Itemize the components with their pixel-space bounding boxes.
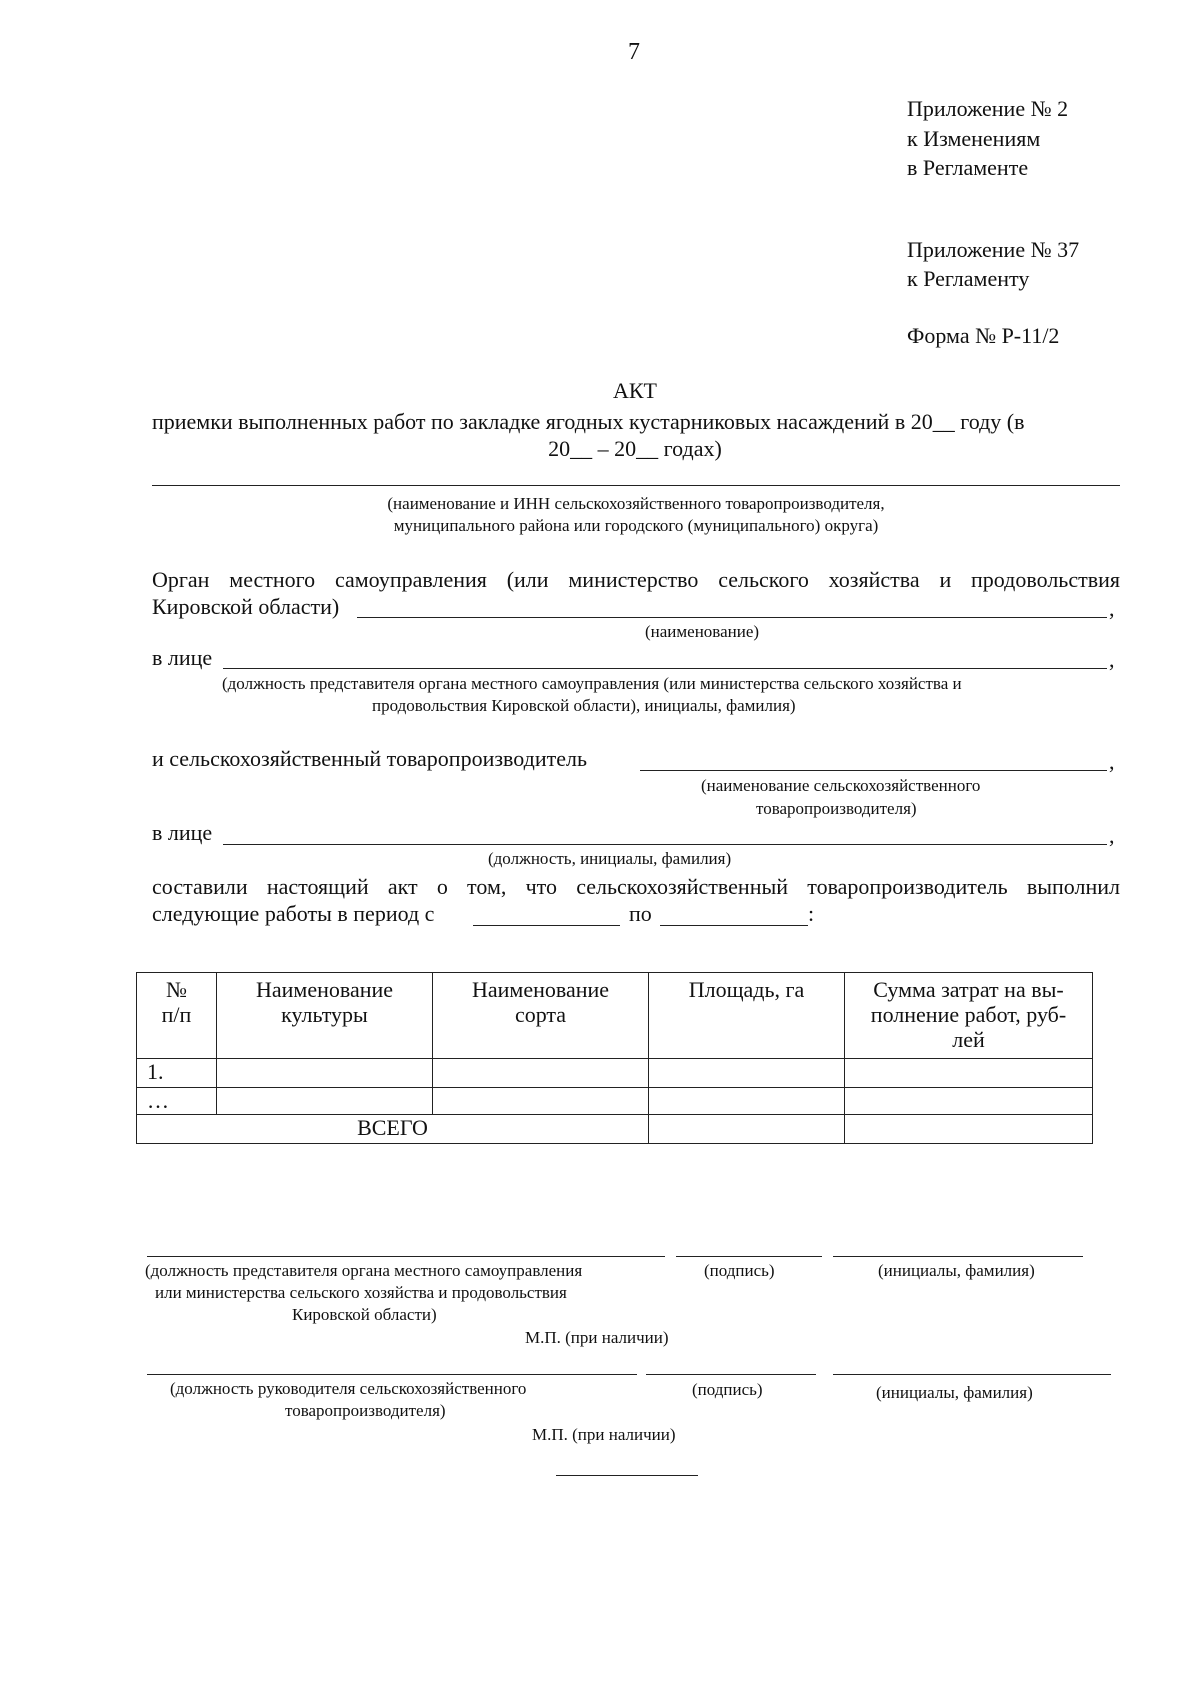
sig1-stamp: М.П. (при наличии)	[525, 1328, 669, 1347]
sig2-name-caption: (инициалы, фамилия)	[876, 1383, 1033, 1402]
appendix-2-line-2: к Изменениям	[907, 126, 1041, 151]
table-cell: …	[137, 1088, 217, 1115]
act-subtitle-line-2: 20__ – 20__ годах)	[548, 436, 722, 461]
authority-name-underline	[357, 617, 1107, 618]
header-variety: Наименование сорта	[433, 973, 649, 1059]
producer-label: и сельскохозяйственный товаропроизводитель	[152, 746, 588, 771]
table-row	[137, 1059, 1093, 1088]
header-cost: Сумма затрат на вы- полнение работ, руб- лей	[845, 973, 1093, 1059]
table-cell	[649, 1088, 845, 1115]
act-heading: АКТ	[613, 378, 657, 403]
page-number: 7	[628, 39, 640, 65]
appendix-2-line-3: в Регламенте	[907, 155, 1029, 180]
authority-name-caption: (наименование)	[645, 622, 760, 641]
table-cell	[845, 1088, 1093, 1115]
sig1-position-caption-line-1: (должность представителя органа местного самоуправления	[145, 1261, 583, 1280]
authority-line-2: Кировской области)	[152, 594, 340, 619]
statement-line-2-mid: по	[629, 901, 652, 926]
table-cell	[433, 1059, 649, 1088]
producer-caption-line-2: товаропроизводителя)	[756, 799, 917, 818]
sig2-name-underline	[833, 1374, 1111, 1375]
producer-rep-underline	[223, 844, 1107, 845]
appendix-37-line-2: к Регламенту	[907, 266, 1030, 291]
statement-line-2-start: следующие работы в период с	[152, 901, 435, 926]
table-cell	[845, 1115, 1093, 1144]
producer-comma: ,	[1109, 749, 1115, 774]
authority-rep-comma: ,	[1109, 647, 1115, 672]
header-culture: Наименование культуры	[217, 973, 433, 1059]
act-subtitle-line-1: приемки выполненных работ по закладке ягодных кустарниковых насаждений в 20__ году (в	[152, 409, 1025, 434]
header-number: № п/п	[137, 973, 217, 1059]
table-header-row	[137, 973, 1093, 1059]
sig2-position-underline	[147, 1374, 637, 1375]
table-cell	[217, 1088, 433, 1115]
sig1-name-caption: (инициалы, фамилия)	[878, 1261, 1035, 1280]
sig1-name-underline	[833, 1256, 1083, 1257]
table-total-row	[137, 1115, 1093, 1144]
authority-rep-label: в лице	[152, 645, 213, 670]
sig2-position-caption-line-1: (должность руководителя сельскохозяйственного	[170, 1379, 527, 1398]
producer-caption-line-1: (наименование и ИНН сельскохозяйственного товаропроизводителя,	[387, 494, 885, 513]
appendix-2-line-1: Приложение № 2	[907, 96, 1069, 121]
form-number: Форма № Р-11/2	[907, 323, 1060, 348]
authority-rep-caption-line-2: продовольствия Кировской области), инициалы, фамилия)	[372, 696, 796, 715]
authority-rep-underline	[223, 668, 1107, 669]
period-start-underline	[473, 925, 620, 926]
statement-line-2-end: :	[808, 901, 815, 926]
table-cell	[433, 1088, 649, 1115]
closing-separator	[556, 1475, 698, 1476]
period-end-underline	[660, 925, 808, 926]
sig1-signature-underline	[676, 1256, 822, 1257]
table-cell	[649, 1115, 845, 1144]
header-area: Площадь, га	[649, 973, 845, 1059]
table-cell	[649, 1059, 845, 1088]
producer-name-underline	[152, 485, 1120, 486]
table-row	[137, 1088, 1093, 1115]
table-cell	[217, 1059, 433, 1088]
producer-rep-label: в лице	[152, 820, 213, 845]
table-cell: 1.	[137, 1059, 217, 1088]
authority-comma: ,	[1109, 596, 1115, 621]
sig2-signature-caption: (подпись)	[692, 1380, 763, 1399]
producer-caption-line-1: (наименование сельскохозяйственного	[701, 776, 981, 795]
appendix-37-line-1: Приложение № 37	[907, 237, 1080, 262]
works-table	[136, 972, 1093, 1144]
producer-underline	[640, 770, 1107, 771]
sig2-stamp: М.П. (при наличии)	[532, 1425, 676, 1444]
authority-line-1: Орган местного самоуправления (или министерство сельского хозяйства и продовольствия	[152, 567, 1120, 592]
producer-rep-caption: (должность, инициалы, фамилия)	[488, 849, 732, 868]
table-total-label: ВСЕГО	[137, 1115, 649, 1144]
table-cell	[845, 1059, 1093, 1088]
producer-caption-line-2: муниципального района или городского (муниципального) округа)	[393, 516, 879, 535]
statement-line-1: составили настоящий акт о том, что сельскохозяйственный товаропроизводитель выполнил	[152, 874, 1120, 899]
sig1-signature-caption: (подпись)	[704, 1261, 775, 1280]
producer-rep-comma: ,	[1109, 823, 1115, 848]
sig2-signature-underline	[646, 1374, 816, 1375]
sig2-position-caption-line-2: товаропроизводителя)	[285, 1401, 446, 1420]
authority-rep-caption-line-1: (должность представителя органа местного самоуправления (или министерства сельского хозяйства и	[222, 674, 962, 693]
sig1-position-underline	[147, 1256, 665, 1257]
sig1-position-caption-line-2: или министерства сельского хозяйства и продовольствия	[155, 1283, 567, 1302]
sig1-position-caption-line-3: Кировской области)	[292, 1305, 437, 1324]
